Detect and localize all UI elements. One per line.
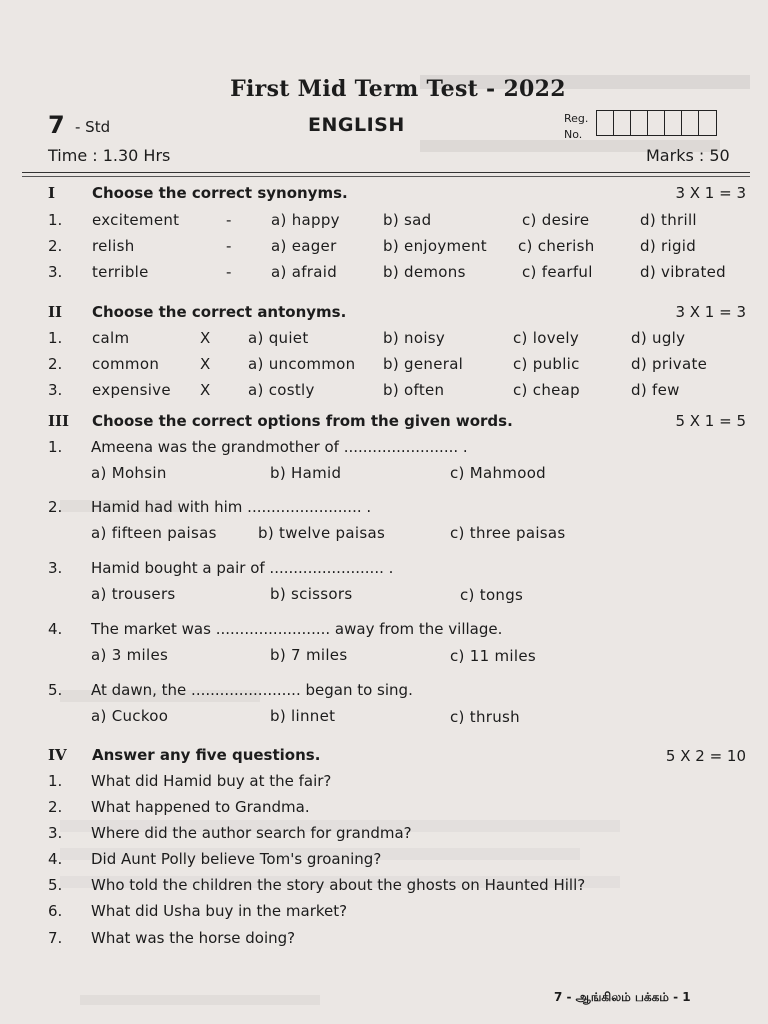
- option-b[interactable]: b) often: [383, 381, 445, 399]
- question-number: 7.: [48, 929, 63, 947]
- question-number: 2.: [48, 798, 63, 816]
- time-allowed: Time : 1.30 Hrs: [48, 146, 171, 165]
- separator: X: [200, 329, 211, 347]
- option-b[interactable]: b) general: [383, 355, 464, 373]
- question-number: 3.: [48, 381, 63, 399]
- section-marks: 3 X 1 = 3: [675, 303, 746, 321]
- option-c[interactable]: c) 11 miles: [450, 647, 537, 665]
- section-title: Choose the correct synonyms.: [92, 184, 348, 202]
- reg-no-boxes[interactable]: [596, 110, 717, 136]
- option-b[interactable]: b) noisy: [383, 329, 446, 347]
- question-number: 3.: [48, 824, 63, 842]
- option-c[interactable]: c) thrush: [450, 708, 520, 726]
- option-a[interactable]: a) costly: [248, 381, 315, 399]
- separator: X: [200, 381, 211, 399]
- reg-digit-box[interactable]: [682, 111, 699, 135]
- option-c[interactable]: c) public: [513, 355, 580, 373]
- question-text: What was the horse doing?: [91, 929, 296, 947]
- option-c[interactable]: c) desire: [522, 211, 590, 229]
- question-text: What did Usha buy in the market?: [91, 902, 348, 920]
- question-word: relish: [92, 237, 135, 255]
- option-a[interactable]: a) uncommon: [248, 355, 356, 373]
- question-number: 3.: [48, 559, 63, 577]
- reg-digit-box[interactable]: [665, 111, 682, 135]
- option-a[interactable]: a) quiet: [248, 329, 309, 347]
- page-footer: 7 - ஆங்கிலம் பக்கம் - 1: [554, 990, 691, 1004]
- question-number: 4.: [48, 850, 63, 868]
- question-text: Ameena was the grandmother of ........................ .: [91, 438, 468, 456]
- question-text: Where did the author search for grandma?: [91, 824, 412, 842]
- paper-title: First Mid Term Test - 2022: [230, 76, 566, 102]
- reg-digit-box[interactable]: [631, 111, 648, 135]
- question-number: 1.: [48, 772, 63, 790]
- option-b[interactable]: b) demons: [383, 263, 466, 281]
- option-a[interactable]: a) afraid: [271, 263, 338, 281]
- option-d[interactable]: d) rigid: [640, 237, 697, 255]
- option-b[interactable]: b) sad: [383, 211, 432, 229]
- option-d[interactable]: d) ugly: [631, 329, 686, 347]
- question-text: Hamid had with him ........................ .: [91, 498, 372, 516]
- std-number: 7: [48, 111, 65, 139]
- option-d[interactable]: d) few: [631, 381, 680, 399]
- separator: -: [226, 211, 232, 229]
- header-divider: [22, 172, 750, 173]
- section-title: Choose the correct options from the given words.: [92, 412, 513, 430]
- option-c[interactable]: c) tongs: [460, 586, 524, 604]
- reg-digit-box[interactable]: [614, 111, 631, 135]
- question-text: The market was ........................ away from the village.: [91, 620, 503, 638]
- option-a[interactable]: a) trousers: [91, 585, 176, 603]
- question-word: calm: [92, 329, 130, 347]
- section-marks: 5 X 1 = 5: [675, 412, 746, 430]
- separator: -: [226, 263, 232, 281]
- option-b[interactable]: b) Hamid: [270, 464, 342, 482]
- question-number: 1.: [48, 438, 63, 456]
- question-number: 2.: [48, 355, 63, 373]
- reg-digit-box[interactable]: [648, 111, 665, 135]
- question-text: What happened to Grandma.: [91, 798, 310, 816]
- option-b[interactable]: b) linnet: [270, 707, 336, 725]
- question-text: At dawn, the ....................... began to sing.: [91, 681, 413, 699]
- option-d[interactable]: d) thrill: [640, 211, 697, 229]
- question-text: What did Hamid buy at the fair?: [91, 772, 332, 790]
- reg-digit-box[interactable]: [597, 111, 614, 135]
- option-c[interactable]: c) fearful: [522, 263, 593, 281]
- section-marks: 5 X 2 = 10: [665, 747, 746, 765]
- question-number: 6.: [48, 902, 63, 920]
- section-number: I: [48, 184, 56, 202]
- question-text: Hamid bought a pair of ........................ .: [91, 559, 394, 577]
- question-number: 5.: [48, 681, 63, 699]
- question-number: 2.: [48, 237, 63, 255]
- option-a[interactable]: a) Cuckoo: [91, 707, 169, 725]
- section-title: Choose the correct antonyms.: [92, 303, 347, 321]
- subject-title: ENGLISH: [308, 114, 405, 136]
- question-word: excitement: [92, 211, 180, 229]
- header-divider: [22, 176, 750, 177]
- option-c[interactable]: c) Mahmood: [450, 464, 546, 482]
- reg-digit-box[interactable]: [699, 111, 716, 135]
- option-b[interactable]: b) twelve paisas: [258, 524, 386, 542]
- option-a[interactable]: a) fifteen paisas: [91, 524, 217, 542]
- option-a[interactable]: a) eager: [271, 237, 337, 255]
- option-c[interactable]: c) three paisas: [450, 524, 566, 542]
- option-d[interactable]: d) private: [631, 355, 708, 373]
- separator: X: [200, 355, 211, 373]
- question-number: 4.: [48, 620, 63, 638]
- separator: -: [226, 237, 232, 255]
- option-c[interactable]: c) lovely: [513, 329, 580, 347]
- section-title: Answer any five questions.: [92, 746, 321, 764]
- option-b[interactable]: b) enjoyment: [383, 237, 487, 255]
- question-number: 2.: [48, 498, 63, 516]
- question-number: 1.: [48, 329, 63, 347]
- std-label: - Std: [75, 118, 111, 136]
- total-marks: Marks : 50: [646, 146, 730, 165]
- question-text: Who told the children the story about the ghosts on Haunted Hill?: [91, 876, 586, 894]
- section-number: III: [48, 412, 70, 430]
- option-a[interactable]: a) happy: [271, 211, 340, 229]
- question-word: expensive: [92, 381, 171, 399]
- section-number: II: [48, 303, 63, 321]
- section-marks: 3 X 1 = 3: [675, 184, 746, 202]
- option-a[interactable]: a) 3 miles: [91, 646, 169, 664]
- question-text: Did Aunt Polly believe Tom's groaning?: [91, 850, 382, 868]
- option-c[interactable]: c) cherish: [518, 237, 595, 255]
- option-a[interactable]: a) Mohsin: [91, 464, 167, 482]
- question-number: 3.: [48, 263, 63, 281]
- question-word: terrible: [92, 263, 149, 281]
- section-number: IV: [48, 746, 67, 764]
- question-number: 1.: [48, 211, 63, 229]
- option-b[interactable]: b) 7 miles: [270, 646, 348, 664]
- reg-no-label: Reg. No.: [564, 112, 589, 141]
- option-c[interactable]: c) cheap: [513, 381, 580, 399]
- option-b[interactable]: b) scissors: [270, 585, 353, 603]
- option-d[interactable]: d) vibrated: [640, 263, 726, 281]
- question-word: common: [92, 355, 160, 373]
- question-number: 5.: [48, 876, 63, 894]
